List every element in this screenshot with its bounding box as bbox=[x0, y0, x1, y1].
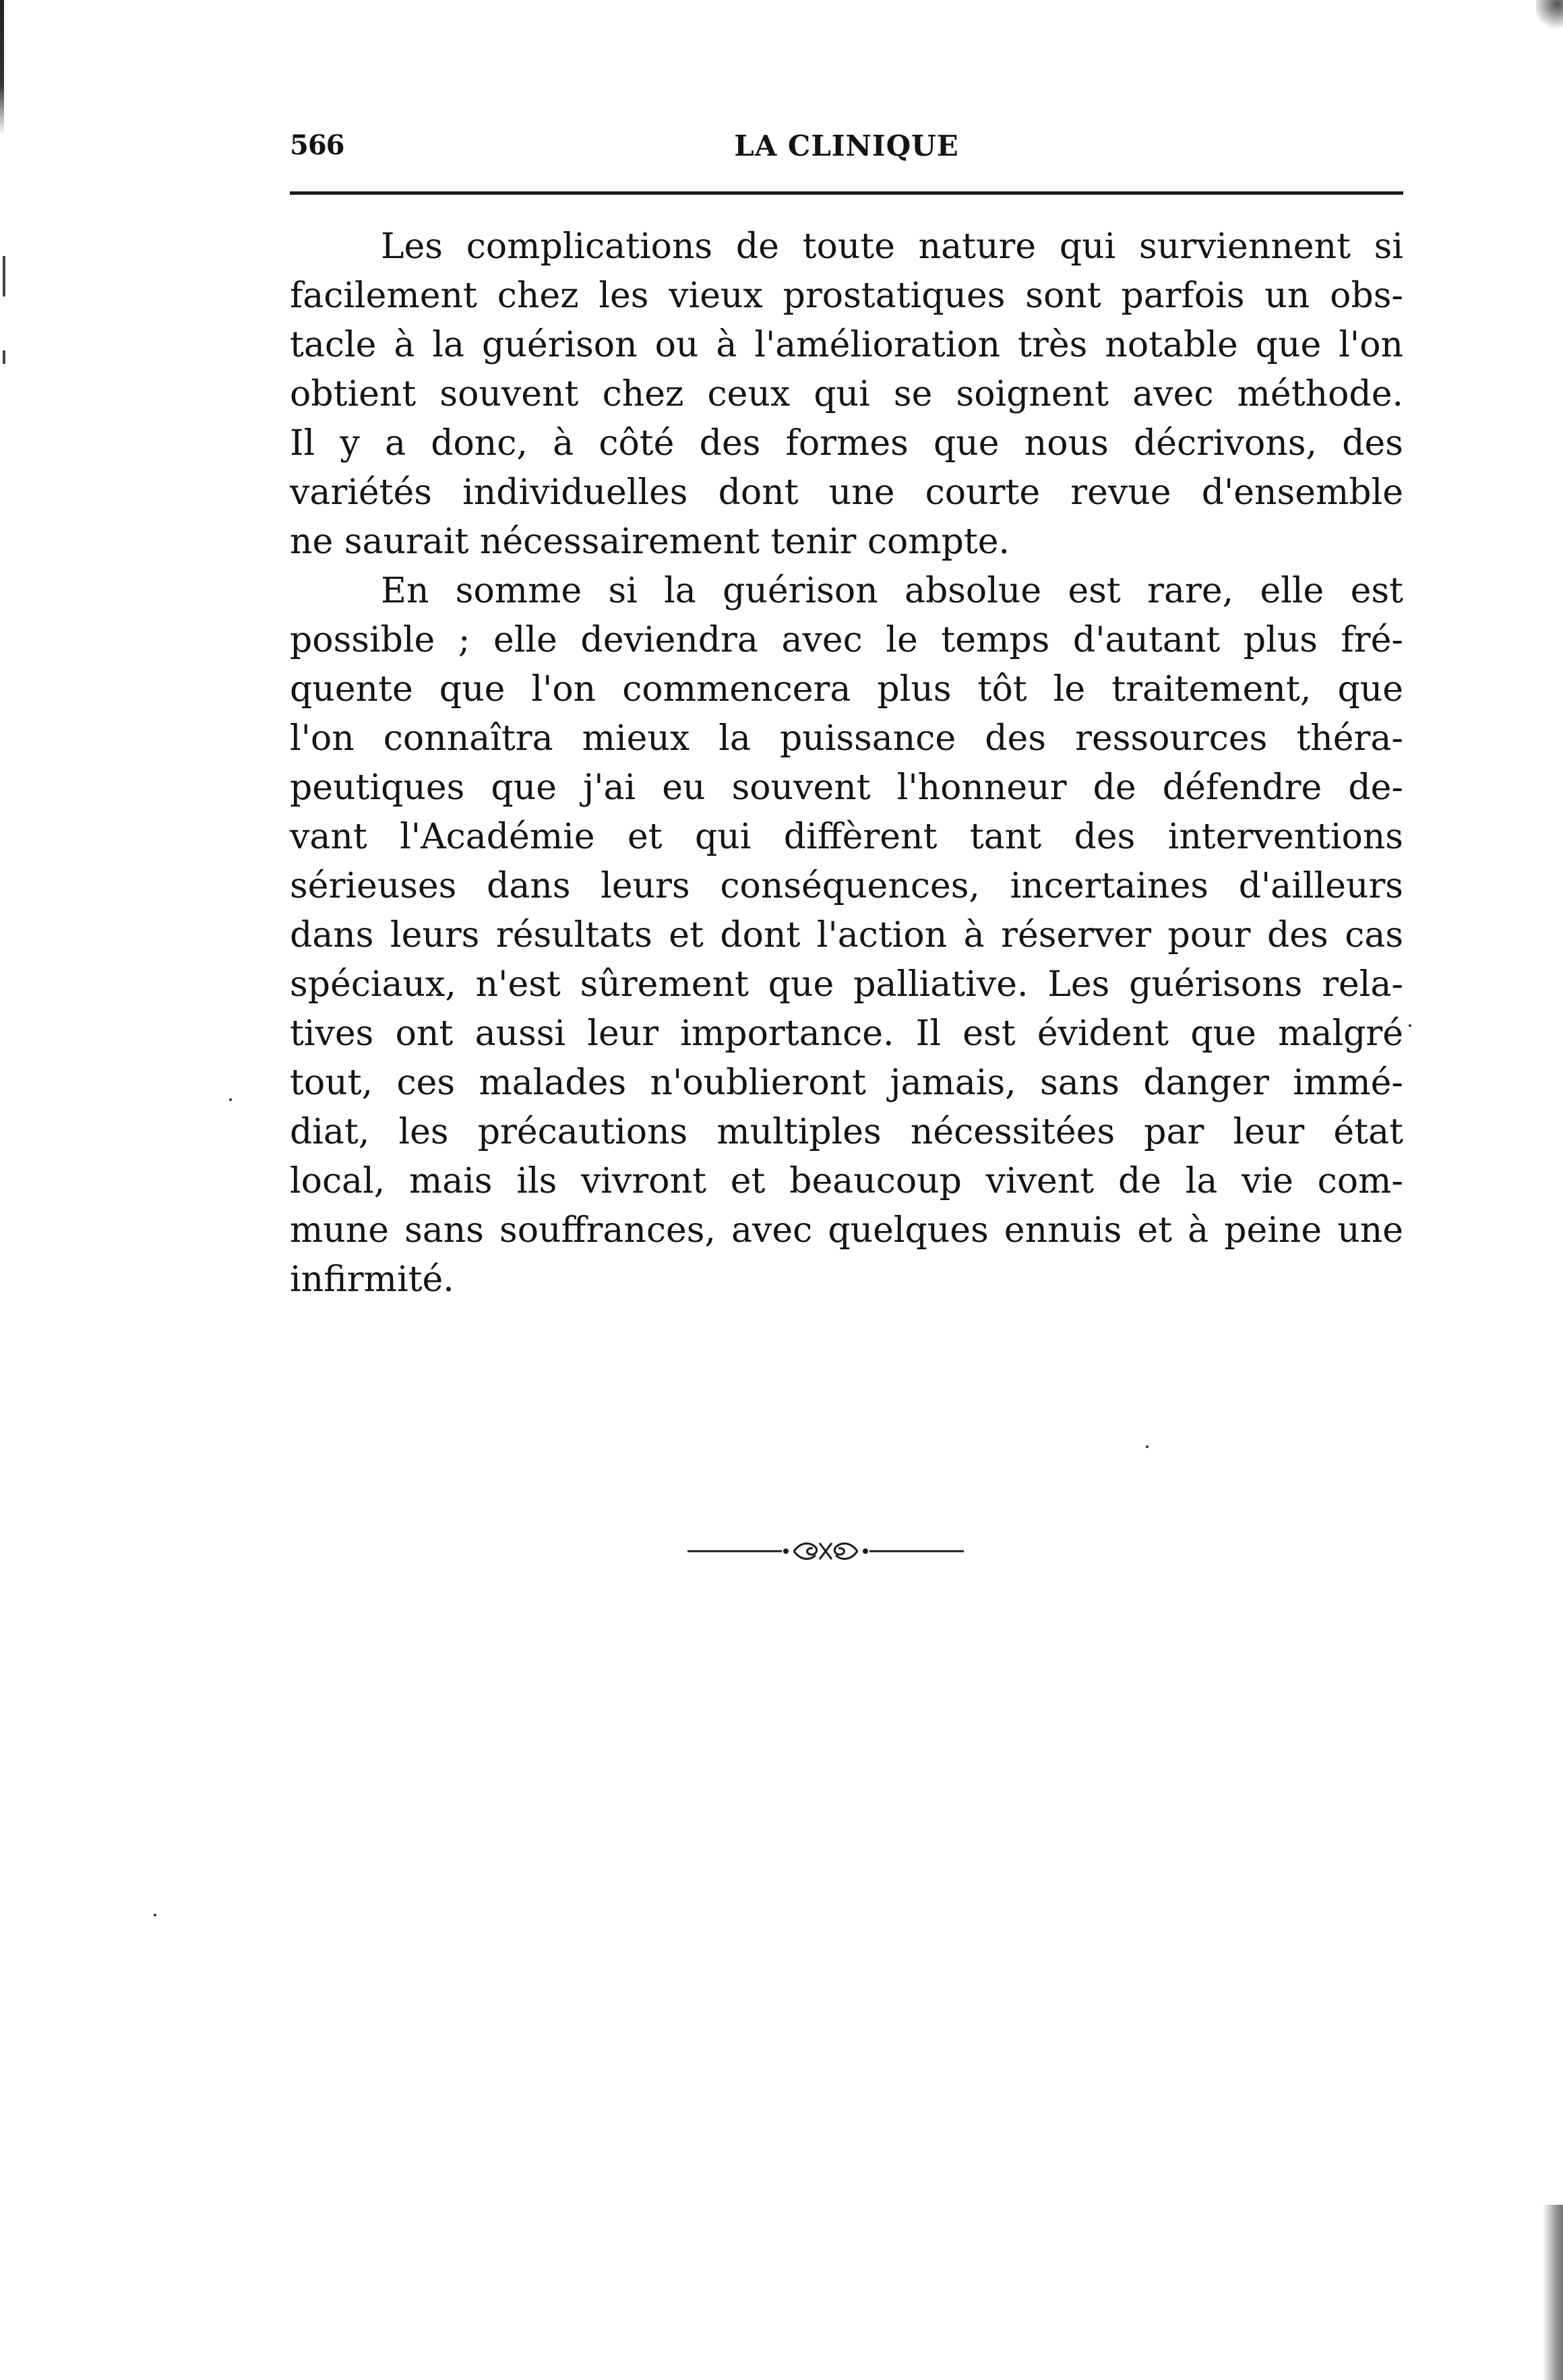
text-line: obtient souvent chez ceux qui se soignent avec méthode. bbox=[290, 374, 1403, 414]
text-line: ne saurait nécessairement tenir compte. bbox=[290, 522, 1010, 562]
page-header bbox=[290, 129, 1403, 170]
text-line: vant l'Académie et qui diffèrent tant des interventions bbox=[290, 817, 1403, 857]
text-line: infirmité. bbox=[290, 1259, 454, 1300]
text-line: tives ont aussi leur importance. Il est évident que malgré bbox=[290, 1013, 1403, 1054]
scan-edge-right-top bbox=[1536, 0, 1563, 40]
text-line: diat, les précautions multiples nécessitées par leur état bbox=[290, 1112, 1403, 1152]
header-rule bbox=[290, 191, 1403, 195]
scan-edge-left bbox=[0, 0, 4, 1685]
text-line: facilement chez les vieux prostatiques sont parfois un obs- bbox=[290, 276, 1403, 316]
text-line: possible ; elle deviendra avec le temps d'autant plus fré- bbox=[290, 620, 1403, 660]
scan-mark bbox=[3, 256, 5, 296]
text-line: mune sans souffrances, avec quelques ennuis et à peine une bbox=[290, 1210, 1403, 1251]
text-line: quente que l'on commencera plus tôt le traitement, que bbox=[290, 669, 1403, 710]
text-line: En somme si la guérison absolue est rare, elle est bbox=[381, 571, 1403, 611]
text-line: tacle à la guérison ou à l'amélioration très notable que l'on bbox=[290, 325, 1403, 365]
running-title: LA CLINIQUE bbox=[734, 129, 959, 162]
page-number: 566 bbox=[290, 129, 344, 161]
text-line: local, mais ils vivront et beaucoup vivent de la vie com- bbox=[290, 1161, 1403, 1201]
text-line: spéciaux, n'est sûrement que palliative. Les guérisons rela- bbox=[290, 964, 1403, 1005]
text-line: tout, ces malades n'oublieront jamais, sans danger immé- bbox=[290, 1063, 1403, 1103]
text-line: l'on connaîtra mieux la puissance des ressources théra- bbox=[290, 718, 1403, 759]
text-line: sérieuses dans leurs conséquences, incertaines d'ailleurs bbox=[290, 866, 1403, 906]
ornament-divider-icon bbox=[687, 1538, 964, 1565]
text-line: variétés individuelles dont une courte revue d'ensemble bbox=[290, 472, 1403, 513]
text-line: Il y a donc, à côté des formes que nous décrivons, des bbox=[290, 423, 1403, 464]
text-line: dans leurs résultats et dont l'action à réserver pour des cas bbox=[290, 915, 1403, 956]
text-line: Les complications de toute nature qui surviennent si bbox=[381, 226, 1403, 267]
scan-edge-right-bottom bbox=[1543, 2205, 1563, 2380]
text-line: peutiques que j'ai eu souvent l'honneur de défendre de- bbox=[290, 768, 1403, 808]
scan-mark bbox=[3, 350, 5, 364]
body-text bbox=[290, 222, 1403, 1305]
